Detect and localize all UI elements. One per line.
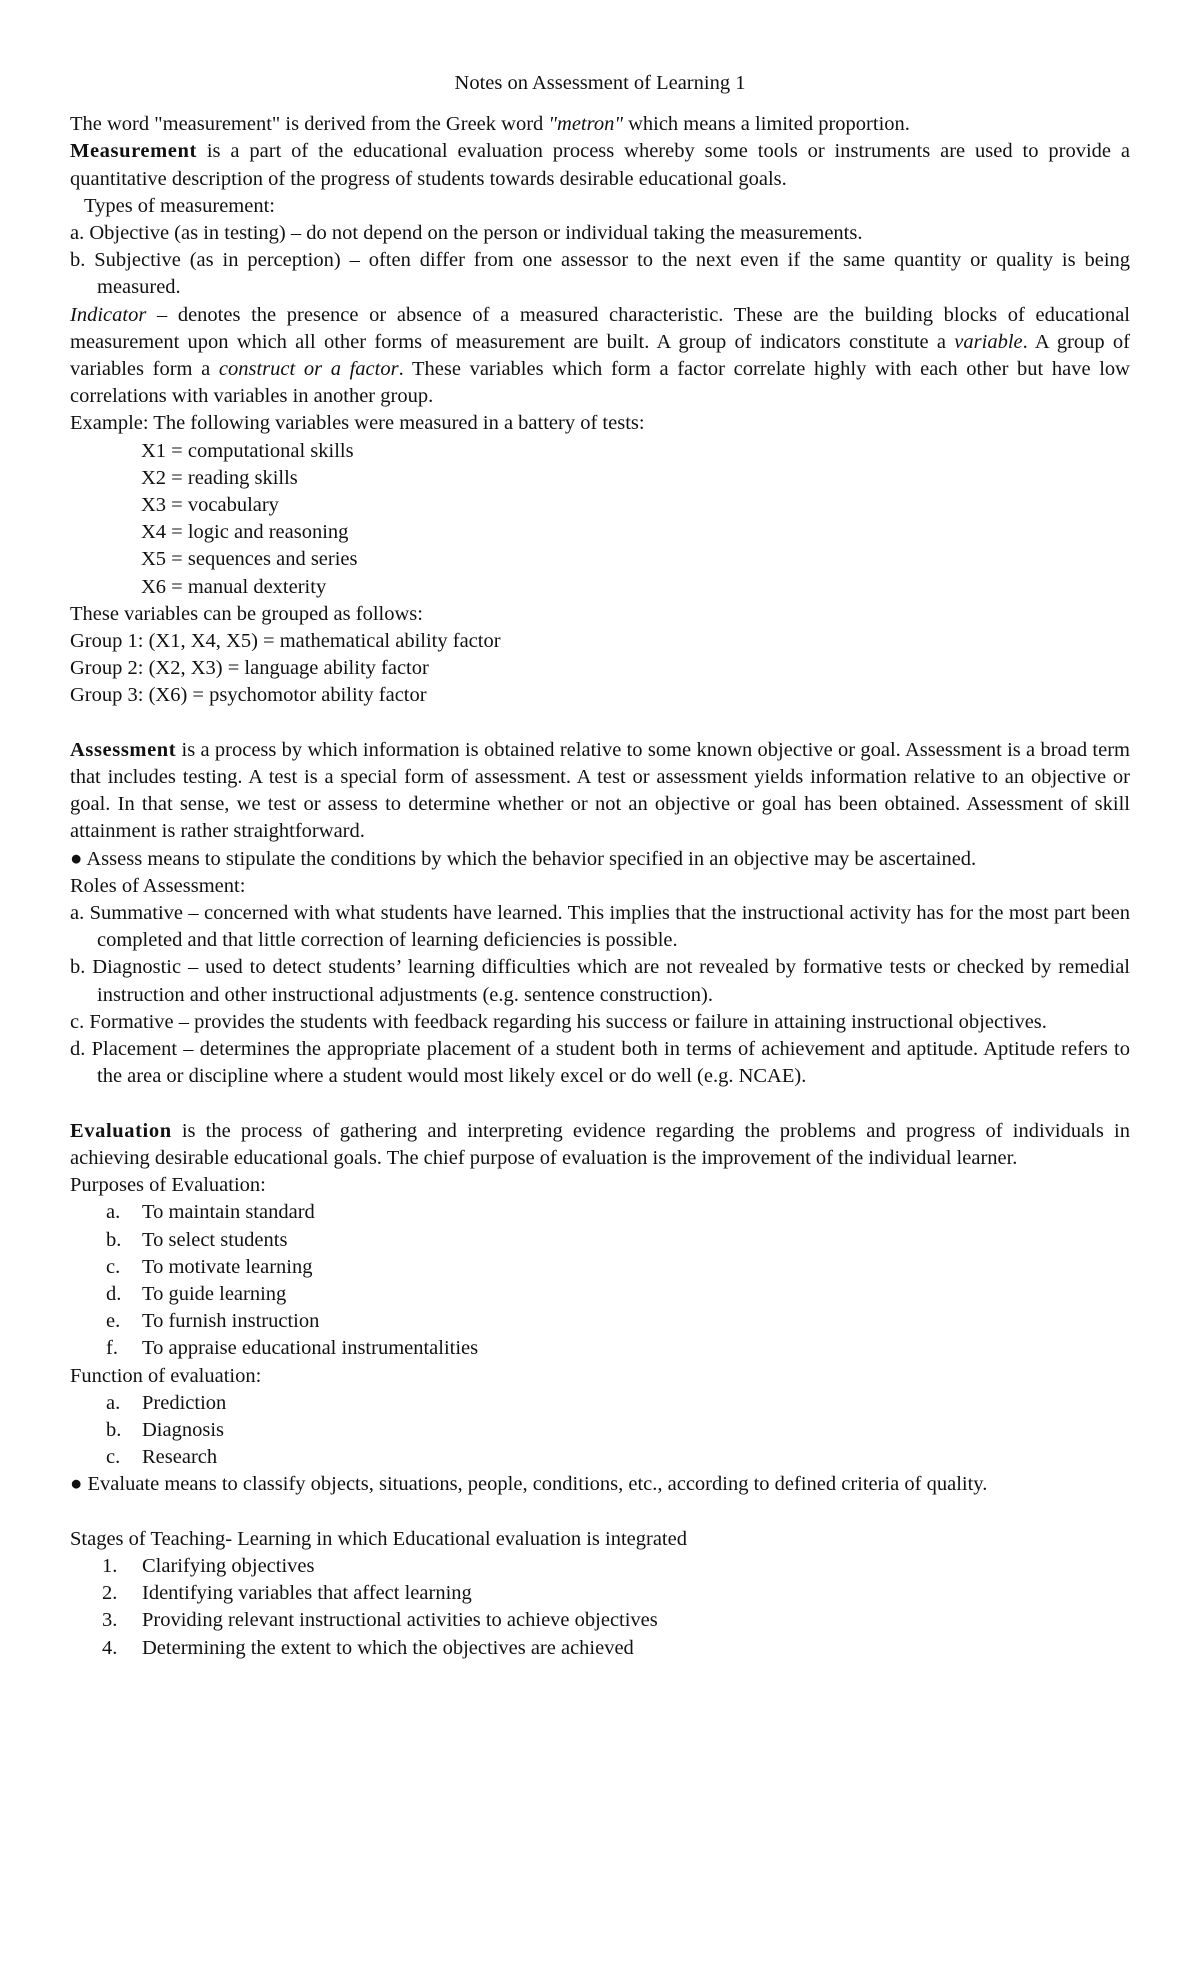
greek-word: "metron" <box>548 113 623 136</box>
evaluation-bullet: ● Evaluate means to classify objects, situations, people, conditions, etc., according to defined criteria of quality. <box>70 1473 988 1496</box>
stage-item: 4. Determining the extent to which the objectives are achieved <box>102 1636 634 1659</box>
purpose-item: f. To appraise educational instrumentalities <box>106 1337 479 1360</box>
example-heading: Example: The following variables were measured in a battery of tests: <box>70 412 645 435</box>
variable-item: X5 = sequences and series <box>141 548 358 571</box>
evaluation-term: Evaluation <box>70 1119 172 1142</box>
variable-item: X6 = manual dexterity <box>141 575 327 598</box>
page-title: Notes on Assessment of Learning 1 <box>454 72 746 94</box>
role-item: a. Summative – concerned with what students have learned. This implies that the instructional activity has for the most part been completed and that little correction of learning deficiencies is possible. <box>70 902 1130 952</box>
purpose-item: a. To maintain standard <box>106 1201 315 1224</box>
function-item: c. Research <box>106 1446 218 1469</box>
variable-term: variable <box>954 330 1023 353</box>
measurement-origin: The word "measurement" is derived from the Greek word "metron" which means a limited proportion. <box>70 113 910 136</box>
functions-list <box>70 1390 1130 1472</box>
purposes-heading: Purposes of Evaluation: <box>70 1174 266 1197</box>
purposes-list <box>70 1199 1130 1362</box>
measurement-term: Measurement <box>70 140 197 163</box>
functions-heading: Function of evaluation: <box>70 1364 262 1387</box>
purpose-item: e. To furnish instruction <box>106 1310 320 1333</box>
measurement-type-item: a. Objective (as in testing) – do not depend on the person or individual taking the measurements. <box>70 222 863 245</box>
variable-list <box>70 438 1130 601</box>
purpose-item: c. To motivate learning <box>106 1255 313 1278</box>
assessment-definition: Assessment is a process by which information is obtained relative to some known objective or goal. Assessment is a broad term that includes testing. A test is a special form of assessment. A test or assessment yields information relative to an objective or goal. In that sense, we test or assess to determine whether or not an objective or goal has been obtained. Assessment of skill attainment is rather straightforward. <box>70 738 1130 843</box>
group-item: Group 1: (X1, X4, X5) = mathematical ability factor <box>70 630 501 653</box>
stage-item: 3. Providing relevant instructional activities to achieve objectives <box>102 1609 658 1632</box>
stage-item: 2. Identifying variables that affect learning <box>102 1582 472 1605</box>
measurement-type-item: b. Subjective (as in perception) – often differ from one assessor to the next even if the same quantity or quality is being measured. <box>70 249 1131 299</box>
variable-item: X2 = reading skills <box>141 466 298 489</box>
variable-item: X4 = logic and reasoning <box>141 521 349 544</box>
roles-heading: Roles of Assessment: <box>70 874 246 897</box>
purpose-item: b. To select students <box>106 1228 288 1251</box>
construct-term: construct or a factor <box>218 358 399 381</box>
assessment-bullet: ● Assess means to stipulate the conditions by which the behavior specified in an objective may be ascertained. <box>70 847 977 870</box>
role-item: d. Placement – determines the appropriate placement of a student both in terms of achievement and aptitude. Aptitude refers to the area or discipline where a student would most likely excel or do well (e.g. NCAE). <box>70 1038 1131 1088</box>
types-heading: Types of measurement: <box>84 194 275 217</box>
variable-item: X3 = vocabulary <box>141 494 279 517</box>
stage-item: 1. Clarifying objectives <box>102 1554 315 1577</box>
grouping-heading: These variables can be grouped as follows: <box>70 602 423 625</box>
assessment-term: Assessment <box>70 738 177 761</box>
stages-heading: Stages of Teaching- Learning in which Educational evaluation is integrated <box>70 1527 687 1550</box>
role-item: b. Diagnostic – used to detect students’ learning difficulties which are not revealed by formative tests or checked by remedial instruction and other instructional adjustments (e.g. sentence construction). <box>70 956 1130 1006</box>
group-item: Group 2: (X2, X3) = language ability factor <box>70 657 429 680</box>
purpose-item: d. To guide learning <box>106 1282 287 1305</box>
group-item: Group 3: (X6) = psychomotor ability factor <box>70 684 427 707</box>
function-item: a. Prediction <box>106 1391 227 1414</box>
variable-item: X1 = computational skills <box>141 439 354 462</box>
indicator-definition: Indicator – denotes the presence or absence of a measured characteristic. These are the building blocks of educational measurement upon which all other forms of measurement are built. A group of indicators constitute a variable. A group of variables form a construct or a factor. These variables which form a factor correlate highly with each other but have low correlations with variables in another group. <box>70 303 1130 408</box>
evaluation-definition: Evaluation is the process of gathering and interpreting evidence regarding the problems and progress of individuals in achieving desirable educational goals. The chief purpose of evaluation is the improvement of the individual learner. <box>70 1119 1130 1169</box>
measurement-definition: Measurement is a part of the educational evaluation process whereby some tools or instruments are used to provide a quantitative description of the progress of students towards desirable educational goals. <box>70 140 1130 190</box>
stages-list <box>70 1553 1130 1662</box>
function-item: b. Diagnosis <box>106 1418 224 1441</box>
role-item: c. Formative – provides the students with feedback regarding his success or failure in attaining instructional objectives. <box>70 1010 1047 1033</box>
indicator-term: Indicator <box>70 303 147 326</box>
